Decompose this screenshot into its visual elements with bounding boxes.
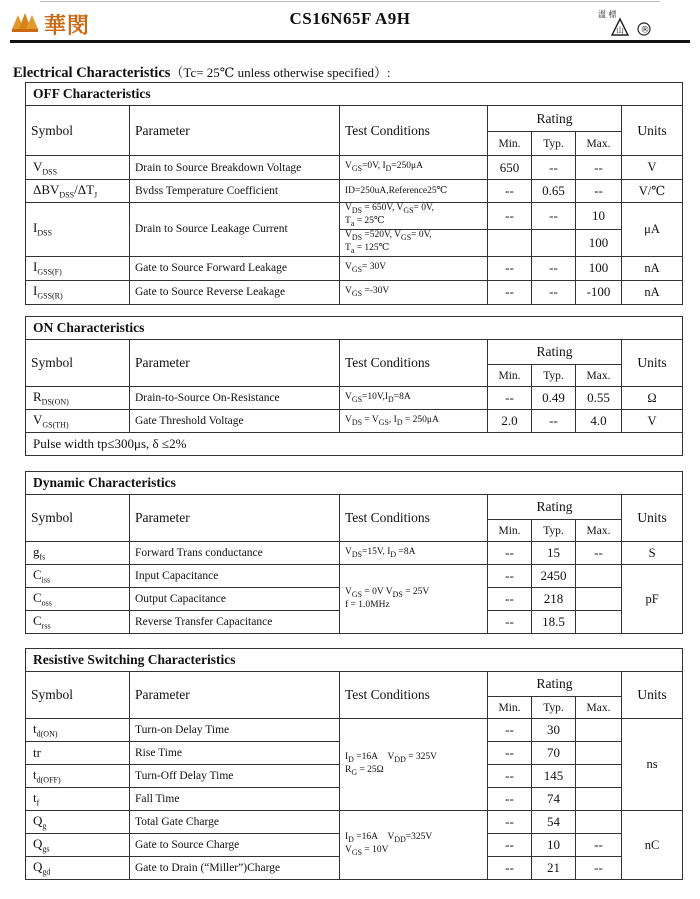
unit-cell: S bbox=[622, 542, 683, 565]
svg-text:山: 山 bbox=[616, 26, 624, 35]
svg-text:溫 標: 溫 標 bbox=[598, 10, 617, 19]
min-cell: -- bbox=[488, 280, 532, 304]
off-caption: OFF Characteristics bbox=[26, 83, 683, 106]
unit-cell: ns bbox=[622, 719, 683, 811]
conditions-cell: $V_{GS} = 0V$ $V_{DS} = 25V$ f = 1.0MHz bbox=[340, 565, 488, 634]
unit-cell: pF bbox=[622, 565, 683, 634]
max-cell: -- bbox=[576, 857, 622, 880]
typ-cell: 54 bbox=[532, 811, 576, 834]
col-typ: Typ. bbox=[532, 132, 576, 156]
symbol-cell: $V_{DSS}$ bbox=[26, 156, 130, 180]
min-cell: -- bbox=[488, 765, 532, 788]
max-cell: 100 bbox=[576, 256, 622, 280]
parameter-cell: Gate to Drain (“Miller”)Charge bbox=[130, 857, 340, 880]
unit-cell: Ω bbox=[622, 387, 683, 410]
col-typ: Typ. bbox=[532, 520, 576, 542]
col-symbol: Symbol bbox=[26, 495, 130, 542]
table-row bbox=[26, 256, 683, 280]
conditions-cell: ID=250uA,Reference25℃ bbox=[340, 180, 488, 203]
col-min: Min. bbox=[488, 520, 532, 542]
typ-cell: -- bbox=[532, 256, 576, 280]
unit-cell: V bbox=[622, 410, 683, 433]
min-cell: 2.0 bbox=[488, 410, 532, 433]
conditions-cell: $I_D =16A$ $V_{DD}=325V$ $V_{GS} = 10V$ bbox=[340, 811, 488, 880]
col-units: Units bbox=[622, 672, 683, 719]
parameter-cell: Reverse Transfer Capacitance bbox=[130, 611, 340, 634]
col-max: Max. bbox=[576, 365, 622, 387]
switching-caption: Resistive Switching Characteristics bbox=[26, 649, 683, 672]
symbol-cell: $Q_{gd}$ bbox=[26, 857, 130, 880]
header-bottom-rule bbox=[10, 40, 690, 43]
max-cell: -- bbox=[576, 180, 622, 203]
min-cell: -- bbox=[488, 180, 532, 203]
col-parameter: Parameter bbox=[130, 495, 340, 542]
min-cell: -- bbox=[488, 788, 532, 811]
symbol-cell: $Q_g$ bbox=[26, 811, 130, 834]
table-row bbox=[26, 280, 683, 304]
page-header bbox=[0, 0, 700, 45]
typ-cell: 74 bbox=[532, 788, 576, 811]
min-cell: -- bbox=[488, 834, 532, 857]
max-cell bbox=[576, 811, 622, 834]
conditions-cell: $V_{DS} = 650V$, $V_{GS}= 0V$, $T_a$ = 25℃ bbox=[340, 203, 488, 230]
min-cell: -- bbox=[488, 719, 532, 742]
typ-cell: -- bbox=[532, 156, 576, 180]
typ-cell: 30 bbox=[532, 719, 576, 742]
max-cell: 0.55 bbox=[576, 387, 622, 410]
typ-cell: 18.5 bbox=[532, 611, 576, 634]
col-conditions: Test Conditions bbox=[340, 340, 488, 387]
typ-cell: 2450 bbox=[532, 565, 576, 588]
conditions-cell: $V_{DS}=15V$, $I_D =8A$ bbox=[340, 542, 488, 565]
unit-cell: nA bbox=[622, 280, 683, 304]
max-cell: -- bbox=[576, 542, 622, 565]
col-max: Max. bbox=[576, 697, 622, 719]
parameter-cell: Turn-on Delay Time bbox=[130, 719, 340, 742]
max-cell bbox=[576, 742, 622, 765]
typ-cell: 0.65 bbox=[532, 180, 576, 203]
unit-cell: μA bbox=[622, 203, 683, 257]
max-cell bbox=[576, 788, 622, 811]
table-row bbox=[26, 410, 683, 433]
col-typ: Typ. bbox=[532, 365, 576, 387]
parameter-cell: Rise Time bbox=[130, 742, 340, 765]
unit-cell: V/℃ bbox=[622, 180, 683, 203]
symbol-cell: $t_f$ bbox=[26, 788, 130, 811]
symbol-cell: $\Delta BV_{DSS}/\Delta T_J$ bbox=[26, 180, 130, 203]
part-number-title: CS16N65F A9H bbox=[289, 9, 411, 28]
min-cell bbox=[488, 229, 532, 256]
typ-cell: -- bbox=[532, 410, 576, 433]
col-rating: Rating bbox=[488, 106, 622, 132]
on-caption: ON Characteristics bbox=[26, 317, 683, 340]
col-symbol: Symbol bbox=[26, 340, 130, 387]
conditions-cell: $V_{DS} = V_{GS}$, $I_D = 250\mu A$ bbox=[340, 410, 488, 433]
logo-text: 華閔 bbox=[44, 13, 91, 39]
typ-cell bbox=[532, 229, 576, 256]
col-typ: Typ. bbox=[532, 697, 576, 719]
min-cell: -- bbox=[488, 542, 532, 565]
col-conditions: Test Conditions bbox=[340, 495, 488, 542]
section-conditions: （Tc= 25℃ unless otherwise specified）: bbox=[170, 65, 391, 80]
section-title bbox=[13, 62, 391, 82]
col-conditions: Test Conditions bbox=[340, 106, 488, 156]
col-rating: Rating bbox=[488, 672, 622, 697]
parameter-cell: Gate Threshold Voltage bbox=[130, 410, 340, 433]
symbol-cell: $g_{fs}$ bbox=[26, 542, 130, 565]
parameter-cell: Forward Trans conductance bbox=[130, 542, 340, 565]
symbol-cell: $I_{GSS(F)}$ bbox=[26, 256, 130, 280]
min-cell: -- bbox=[488, 565, 532, 588]
symbol-cell: $C_{oss}$ bbox=[26, 588, 130, 611]
dynamic-characteristics-table bbox=[25, 471, 683, 634]
unit-cell: V bbox=[622, 156, 683, 180]
max-cell bbox=[576, 611, 622, 634]
conditions-cell: $V_{DS} =520V$, $V_{GS}= 0V$, $T_a$ = 125℃ bbox=[340, 229, 488, 256]
min-cell: -- bbox=[488, 588, 532, 611]
symbol-cell: $I_{GSS(R)}$ bbox=[26, 280, 130, 304]
col-max: Max. bbox=[576, 132, 622, 156]
conditions-cell: $V_{GS}=0V$, $I_D=250\mu A$ bbox=[340, 156, 488, 180]
section-title-text: Electrical Characteristics bbox=[13, 65, 171, 81]
max-cell: 10 bbox=[576, 203, 622, 230]
symbol-cell: $t_{d(OFF)}$ bbox=[26, 765, 130, 788]
parameter-cell: Output Capacitance bbox=[130, 588, 340, 611]
table-row bbox=[26, 387, 683, 410]
unit-cell: nC bbox=[622, 811, 683, 880]
symbol-cell: $t_{d(ON)}$ bbox=[26, 719, 130, 742]
max-cell: -- bbox=[576, 156, 622, 180]
off-characteristics-table bbox=[25, 82, 683, 305]
certification-marks-icon bbox=[596, 5, 658, 37]
parameter-cell: Total Gate Charge bbox=[130, 811, 340, 834]
col-max: Max. bbox=[576, 520, 622, 542]
max-cell: 100 bbox=[576, 229, 622, 256]
min-cell: -- bbox=[488, 256, 532, 280]
col-parameter: Parameter bbox=[130, 672, 340, 719]
min-cell: -- bbox=[488, 811, 532, 834]
unit-cell: nA bbox=[622, 256, 683, 280]
symbol-cell: $C_{iss}$ bbox=[26, 565, 130, 588]
table-row bbox=[26, 811, 683, 834]
parameter-cell: Gate to Source Forward Leakage bbox=[130, 256, 340, 280]
min-cell: -- bbox=[488, 742, 532, 765]
table-row bbox=[26, 542, 683, 565]
on-characteristics-table bbox=[25, 316, 683, 456]
symbol-cell: $V_{GS(TH)}$ bbox=[26, 410, 130, 433]
table-row bbox=[26, 180, 683, 203]
table-row bbox=[26, 156, 683, 180]
col-min: Min. bbox=[488, 697, 532, 719]
conditions-cell: $V_{GS} =-30V$ bbox=[340, 280, 488, 304]
col-parameter: Parameter bbox=[130, 106, 340, 156]
min-cell: -- bbox=[488, 611, 532, 634]
col-units: Units bbox=[622, 340, 683, 387]
typ-cell: 15 bbox=[532, 542, 576, 565]
max-cell bbox=[576, 719, 622, 742]
conditions-cell: $V_{GS}=10V,I_D=8A$ bbox=[340, 387, 488, 410]
min-cell: -- bbox=[488, 387, 532, 410]
parameter-cell: Bvdss Temperature Coefficient bbox=[130, 180, 340, 203]
symbol-cell: $R_{DS(ON)}$ bbox=[26, 387, 130, 410]
max-cell: -- bbox=[576, 834, 622, 857]
dynamic-caption: Dynamic Characteristics bbox=[26, 472, 683, 495]
col-symbol: Symbol bbox=[26, 672, 130, 719]
typ-cell: 70 bbox=[532, 742, 576, 765]
col-parameter: Parameter bbox=[130, 340, 340, 387]
table-row bbox=[26, 565, 683, 588]
min-cell: -- bbox=[488, 203, 532, 230]
typ-cell: -- bbox=[532, 280, 576, 304]
max-cell bbox=[576, 588, 622, 611]
table-row bbox=[26, 433, 683, 456]
col-min: Min. bbox=[488, 365, 532, 387]
max-cell bbox=[576, 565, 622, 588]
conditions-cell: $V_{GS}= 30V$ bbox=[340, 256, 488, 280]
col-units: Units bbox=[622, 106, 683, 156]
typ-cell: 21 bbox=[532, 857, 576, 880]
parameter-cell: Gate to Source Reverse Leakage bbox=[130, 280, 340, 304]
max-cell: -100 bbox=[576, 280, 622, 304]
typ-cell: -- bbox=[532, 203, 576, 230]
table-row bbox=[26, 203, 683, 230]
conditions-cell: $I_D =16A$ $V_{DD} = 325V$ $R_G = 25\Omega$ bbox=[340, 719, 488, 811]
parameter-cell: Gate to Source Charge bbox=[130, 834, 340, 857]
symbol-cell: tr bbox=[26, 742, 130, 765]
col-symbol: Symbol bbox=[26, 106, 130, 156]
registered-mark: ® bbox=[640, 25, 650, 36]
parameter-cell: Input Capacitance bbox=[130, 565, 340, 588]
col-units: Units bbox=[622, 495, 683, 542]
parameter-cell: Drain to Source Breakdown Voltage bbox=[130, 156, 340, 180]
col-conditions: Test Conditions bbox=[340, 672, 488, 719]
switching-characteristics-table bbox=[25, 648, 683, 880]
typ-cell: 10 bbox=[532, 834, 576, 857]
parameter-cell: Drain to Source Leakage Current bbox=[130, 203, 340, 257]
pulse-width-note: Pulse width tp≤300μs, δ ≤2% bbox=[26, 433, 683, 456]
min-cell: -- bbox=[488, 857, 532, 880]
symbol-cell: $C_{rss}$ bbox=[26, 611, 130, 634]
parameter-cell: Drain-to-Source On-Resistance bbox=[130, 387, 340, 410]
col-rating: Rating bbox=[488, 340, 622, 365]
symbol-cell: $Q_{gs}$ bbox=[26, 834, 130, 857]
symbol-cell: $I_{DSS}$ bbox=[26, 203, 130, 257]
header-top-rule bbox=[40, 1, 660, 2]
col-min: Min. bbox=[488, 132, 532, 156]
max-cell: 4.0 bbox=[576, 410, 622, 433]
min-cell: 650 bbox=[488, 156, 532, 180]
typ-cell: 145 bbox=[532, 765, 576, 788]
parameter-cell: Turn-Off Delay Time bbox=[130, 765, 340, 788]
typ-cell: 0.49 bbox=[532, 387, 576, 410]
max-cell bbox=[576, 765, 622, 788]
parameter-cell: Fall Time bbox=[130, 788, 340, 811]
col-rating: Rating bbox=[488, 495, 622, 520]
table-row bbox=[26, 719, 683, 742]
typ-cell: 218 bbox=[532, 588, 576, 611]
